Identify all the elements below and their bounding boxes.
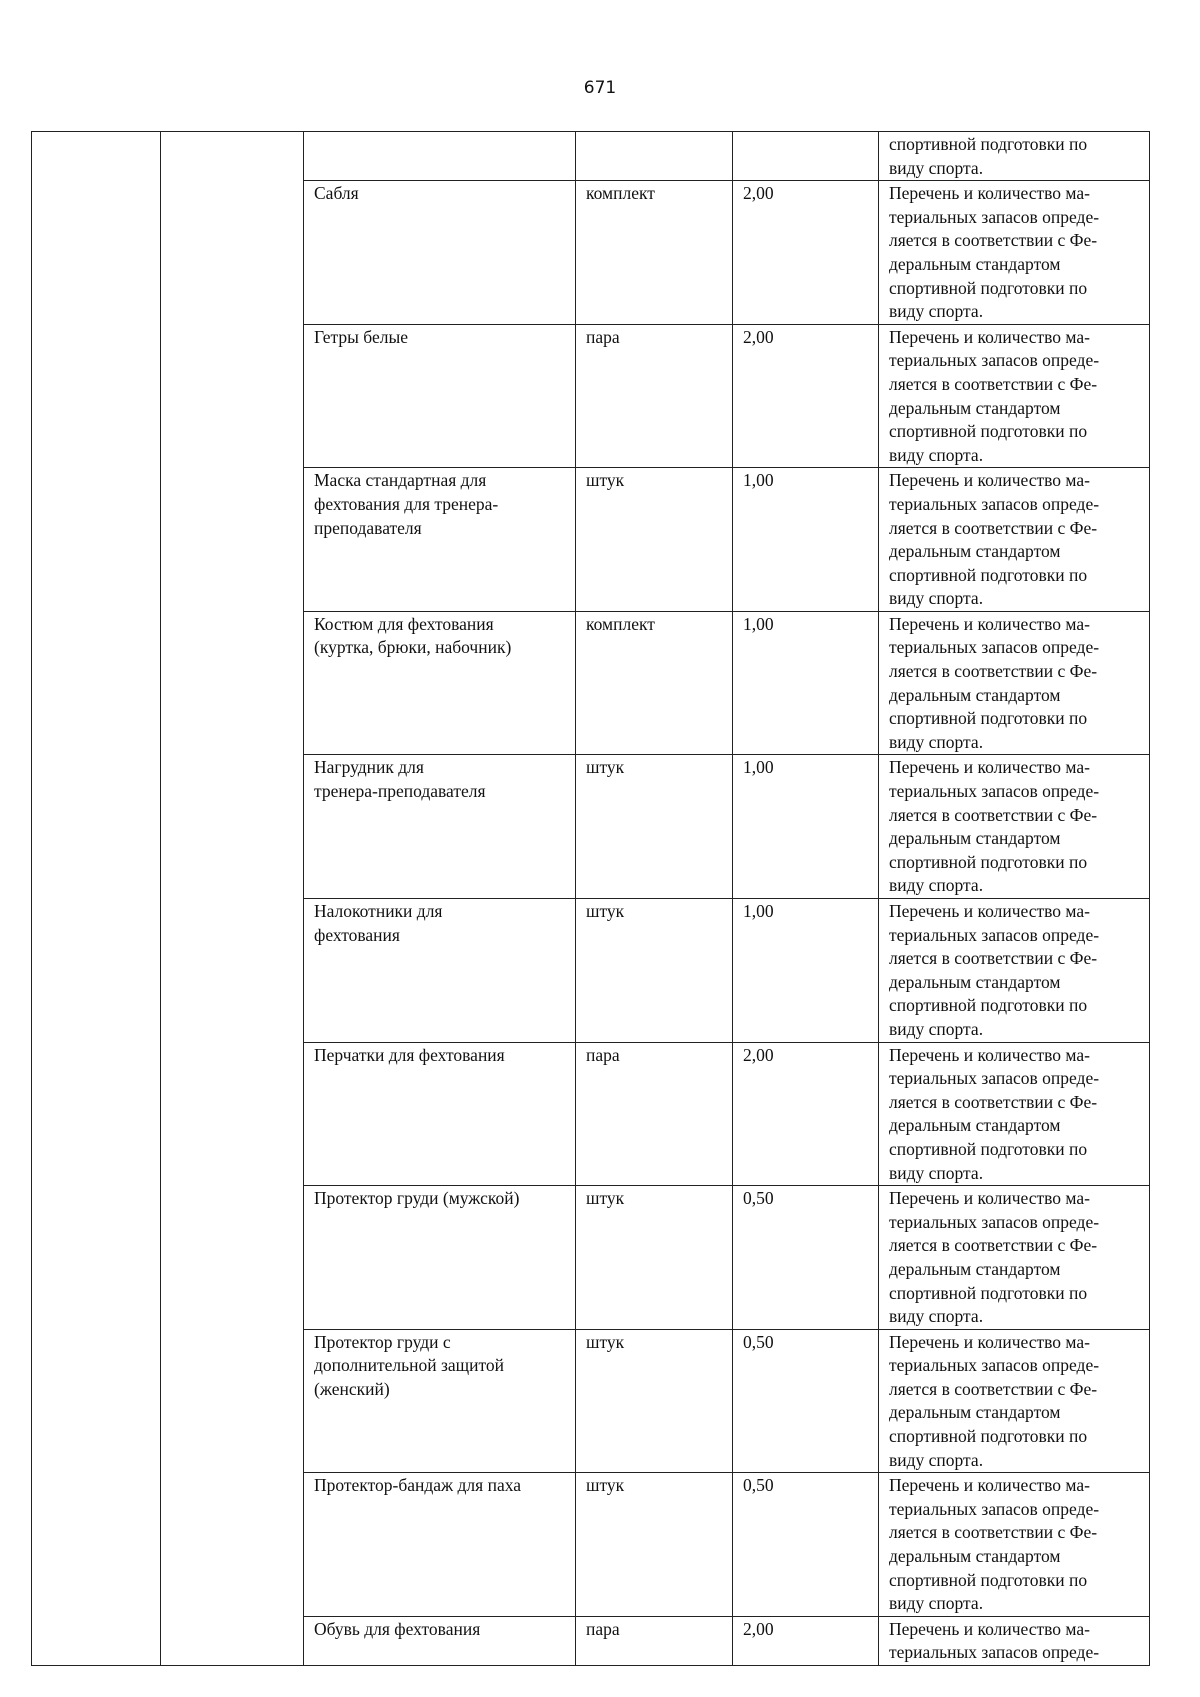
note-line: териальных запасов опреде- <box>889 1642 1100 1663</box>
note-line: деральным стандартом <box>889 971 1061 992</box>
subsection-cell <box>161 132 304 1666</box>
note-line: виду спорта. <box>889 301 984 322</box>
item-name-cell <box>304 181 576 325</box>
note-line: Перечень и количество ма- <box>889 613 1090 634</box>
note-line: Перечень и количество ма- <box>889 1188 1090 1209</box>
note-line: Перечень и количество ма- <box>889 1331 1090 1352</box>
note-line: спортивной подготовки по <box>889 851 1088 872</box>
note-line: спортивной подготовки по <box>889 1282 1088 1303</box>
item-name-line: Сабля <box>314 183 359 204</box>
note-line: виду спорта. <box>889 1449 984 1470</box>
unit-cell: пара <box>576 1616 733 1665</box>
note-line: виду спорта. <box>889 1306 984 1327</box>
item-name-line: дополнительной защитой <box>314 1355 505 1376</box>
item-name-line: Налокотники для <box>314 901 443 921</box>
unit-cell: штук <box>576 899 733 1043</box>
note-line: спортивной подготовки по <box>889 134 1088 154</box>
note-line: ляется в соответствии с Фе- <box>889 661 1098 682</box>
note-line: виду спорта. <box>889 444 984 465</box>
item-name-line: Костюм для фехтования <box>314 613 494 634</box>
quantity-cell: 0,50 <box>733 1473 879 1617</box>
quantity-cell: 1,00 <box>733 468 879 612</box>
note-line: деральным стандартом <box>889 1258 1061 1279</box>
quantity-cell: 2,00 <box>733 181 879 325</box>
item-name-cell <box>304 1042 576 1186</box>
note-line: териальных запасов опреде- <box>889 206 1100 227</box>
note-line: Перечень и количество ма- <box>889 901 1090 921</box>
note-line: деральным стандартом <box>889 828 1061 849</box>
note-line: териальных запасов опреде- <box>889 1068 1100 1089</box>
item-name-line: Протектор груди с <box>314 1331 451 1352</box>
note-line: деральным стандартом <box>889 1115 1061 1136</box>
quantity-cell: 0,50 <box>733 1186 879 1330</box>
item-name-line: преподавателя <box>314 517 422 538</box>
note-cell <box>879 611 1150 755</box>
note-cell <box>879 132 1150 181</box>
unit-cell: штук <box>576 468 733 612</box>
note-line: спортивной подготовки по <box>889 421 1088 442</box>
note-line: териальных запасов опреде- <box>889 1211 1100 1232</box>
equipment-table <box>31 131 1150 1666</box>
note-line: Перечень и количество ма- <box>889 1044 1090 1065</box>
note-line: ляется в соответствии с Фе- <box>889 948 1098 969</box>
quantity-cell: 1,00 <box>733 611 879 755</box>
item-name-line: Обувь для фехтования <box>314 1618 481 1639</box>
note-line: деральным стандартом <box>889 541 1061 562</box>
note-line: спортивной подготовки по <box>889 564 1088 585</box>
item-name-line: Протектор-бандаж для паха <box>314 1475 521 1496</box>
note-line: спортивной подготовки по <box>889 708 1088 729</box>
item-name-cell <box>304 1473 576 1617</box>
note-cell <box>879 181 1150 325</box>
item-name-cell <box>304 468 576 612</box>
note-line: Перечень и количество ма- <box>889 326 1090 347</box>
note-line: Перечень и количество ма- <box>889 470 1090 491</box>
page-number: 671 <box>583 78 617 98</box>
note-line: деральным стандартом <box>889 397 1061 418</box>
note-line: Перечень и количество ма- <box>889 1475 1090 1496</box>
note-line: ляется в соответствии с Фе- <box>889 517 1098 538</box>
note-line: ляется в соответствии с Фе- <box>889 1522 1098 1543</box>
note-line: териальных запасов опреде- <box>889 924 1100 945</box>
unit-cell: штук <box>576 1473 733 1617</box>
item-name-line: Перчатки для фехтования <box>314 1044 505 1065</box>
note-cell <box>879 1329 1150 1473</box>
note-cell <box>879 899 1150 1043</box>
quantity-cell: 2,00 <box>733 1616 879 1665</box>
note-line: виду спорта. <box>889 1018 984 1039</box>
note-line: спортивной подготовки по <box>889 277 1088 298</box>
note-line: ляется в соответствии с Фе- <box>889 373 1098 394</box>
note-line: териальных запасов опреде- <box>889 350 1100 371</box>
note-line: виду спорта. <box>889 157 984 178</box>
unit-cell: комплект <box>576 181 733 325</box>
section-cell <box>32 132 161 1666</box>
unit-cell: пара <box>576 1042 733 1186</box>
item-name-line: Нагрудник для <box>314 757 424 778</box>
quantity-cell: 1,00 <box>733 755 879 899</box>
note-line: ляется в соответствии с Фе- <box>889 804 1098 825</box>
note-line: деральным стандартом <box>889 1402 1061 1423</box>
note-line: ляется в соответствии с Фе- <box>889 1091 1098 1112</box>
note-line: виду спорта. <box>889 1162 984 1183</box>
item-name-cell <box>304 132 576 181</box>
note-line: ляется в соответствии с Фе- <box>889 1235 1098 1256</box>
item-name-line: фехтования для тренера- <box>314 493 499 514</box>
note-cell <box>879 1186 1150 1330</box>
quantity-cell: 1,00 <box>733 899 879 1043</box>
item-name-cell <box>304 1329 576 1473</box>
note-line: виду спорта. <box>889 1593 984 1614</box>
item-name-cell <box>304 755 576 899</box>
item-name-cell <box>304 899 576 1043</box>
unit-cell <box>576 132 733 181</box>
item-name-cell <box>304 324 576 468</box>
note-line: спортивной подготовки по <box>889 1569 1088 1590</box>
quantity-cell <box>733 132 879 181</box>
note-line: Перечень и количество ма- <box>889 1618 1090 1639</box>
note-line: спортивной подготовки по <box>889 1138 1088 1159</box>
note-cell <box>879 1473 1150 1617</box>
item-name-line: (женский) <box>314 1378 390 1399</box>
quantity-cell: 0,50 <box>733 1329 879 1473</box>
item-name-cell <box>304 611 576 755</box>
item-name-line: Протектор груди (мужской) <box>314 1188 520 1209</box>
unit-cell: штук <box>576 755 733 899</box>
note-line: ляется в соответствии с Фе- <box>889 1378 1098 1399</box>
item-name-line: тренера-преподавателя <box>314 781 486 802</box>
note-line: териальных запасов опреде- <box>889 781 1100 802</box>
unit-cell: пара <box>576 324 733 468</box>
note-line: виду спорта. <box>889 875 984 896</box>
note-line: териальных запасов опреде- <box>889 1355 1100 1376</box>
table-body <box>32 132 1150 1666</box>
note-line: деральным стандартом <box>889 684 1061 705</box>
note-cell <box>879 755 1150 899</box>
unit-cell: комплект <box>576 611 733 755</box>
note-line: Перечень и количество ма- <box>889 757 1090 778</box>
note-line: териальных запасов опреде- <box>889 1498 1100 1519</box>
note-line: териальных запасов опреде- <box>889 493 1100 514</box>
note-cell <box>879 324 1150 468</box>
note-line: деральным стандартом <box>889 1546 1061 1567</box>
item-name-line: Гетры белые <box>314 326 408 347</box>
note-cell <box>879 1042 1150 1186</box>
note-line: Перечень и количество ма- <box>889 183 1090 204</box>
quantity-cell: 2,00 <box>733 324 879 468</box>
note-line: деральным стандартом <box>889 253 1061 274</box>
note-cell <box>879 1616 1150 1665</box>
note-line: спортивной подготовки по <box>889 995 1088 1016</box>
unit-cell: штук <box>576 1186 733 1330</box>
item-name-cell <box>304 1186 576 1330</box>
quantity-cell: 2,00 <box>733 1042 879 1186</box>
note-line: териальных запасов опреде- <box>889 637 1100 658</box>
note-line: ляется в соответствии с Фе- <box>889 230 1098 251</box>
item-name-line: фехтования <box>314 924 400 945</box>
table-row-continuation <box>32 132 1150 181</box>
note-cell <box>879 468 1150 612</box>
item-name-cell <box>304 1616 576 1665</box>
item-name-line: (куртка, брюки, набочник) <box>314 637 512 658</box>
item-name-line: Маска стандартная для <box>314 470 487 491</box>
note-line: виду спорта. <box>889 588 984 609</box>
note-line: виду спорта. <box>889 731 984 752</box>
unit-cell: штук <box>576 1329 733 1473</box>
note-line: спортивной подготовки по <box>889 1426 1088 1447</box>
